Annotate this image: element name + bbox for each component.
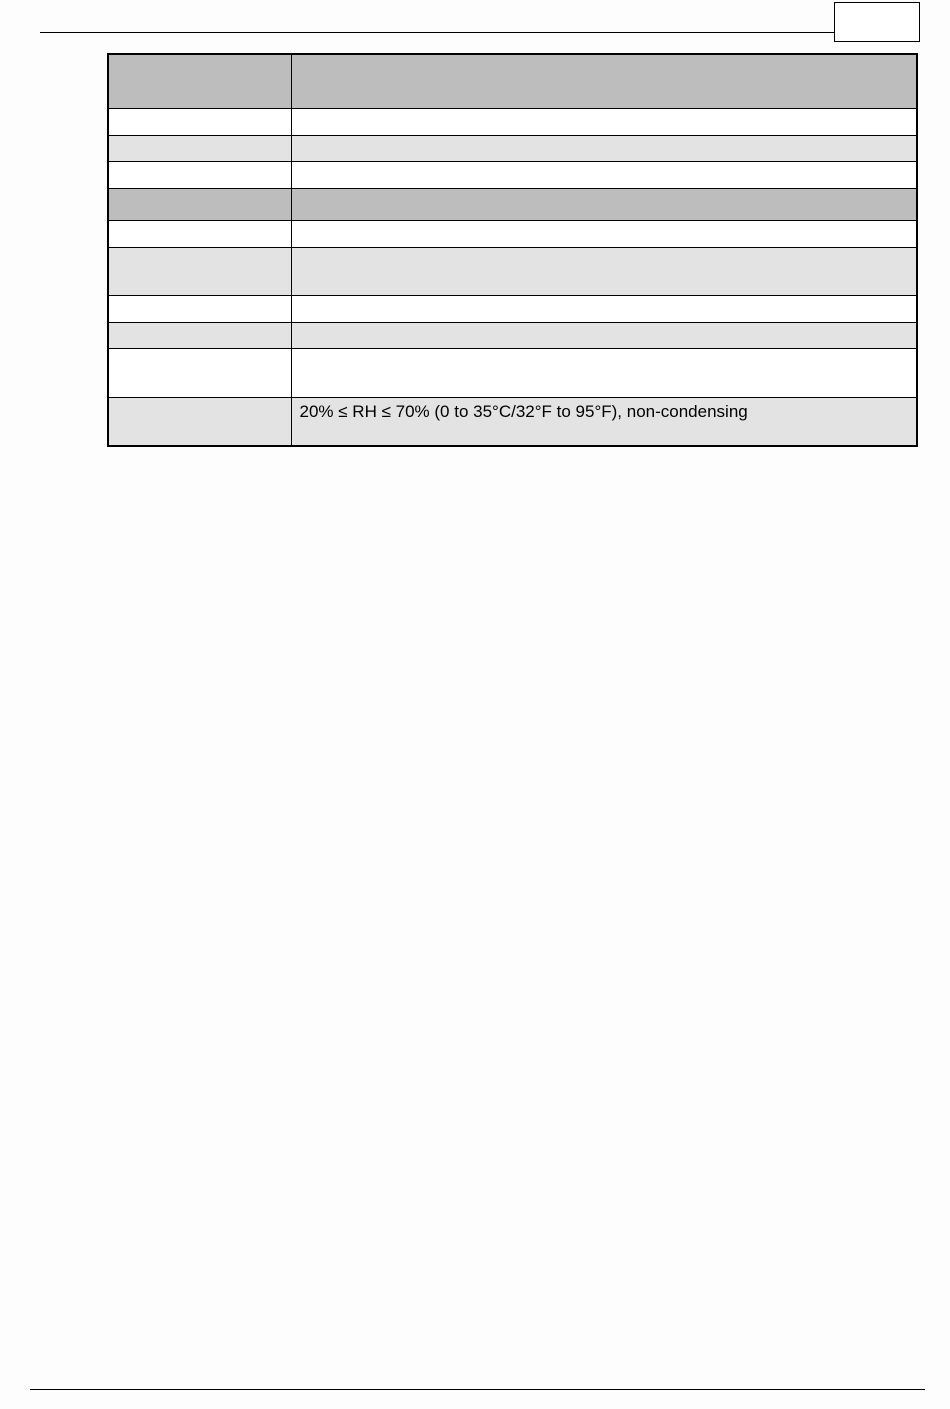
table-row [108,220,917,247]
table-row [108,397,917,446]
table-cell-value [291,161,917,188]
table-row [108,295,917,322]
table-row [108,247,917,295]
table-row [108,108,917,135]
table-cell-value: 20% ≤ RH ≤ 70% (0 to 35°C/32°F to 95°F), non-condensing [291,397,917,446]
table-cell-label [108,54,291,108]
page-number-box [834,2,920,42]
table-cell-label [108,161,291,188]
table-cell-label [108,220,291,247]
footer-rule [30,1389,925,1390]
table-cell-label [108,247,291,295]
table-cell-value [291,220,917,247]
table-cell-value [291,295,917,322]
table-cell-label [108,295,291,322]
table-cell-label [108,108,291,135]
table-section-row [108,188,917,220]
table-row [108,161,917,188]
table-cell-value [291,135,917,161]
table-header-row [108,54,917,108]
table-row [108,322,917,348]
header-rule [40,32,835,33]
table-cell-value [291,108,917,135]
table-cell-label [108,135,291,161]
table-cell-value [291,348,917,397]
table-row [108,135,917,161]
table-cell-value [291,322,917,348]
table-cell-value [291,54,917,108]
specifications-table [107,53,918,447]
table-cell-label [108,397,291,446]
table-cell-label [108,322,291,348]
table-cell-value [291,247,917,295]
table-cell-value [291,188,917,220]
table-cell-label [108,348,291,397]
table-cell-label [108,188,291,220]
table-row [108,348,917,397]
